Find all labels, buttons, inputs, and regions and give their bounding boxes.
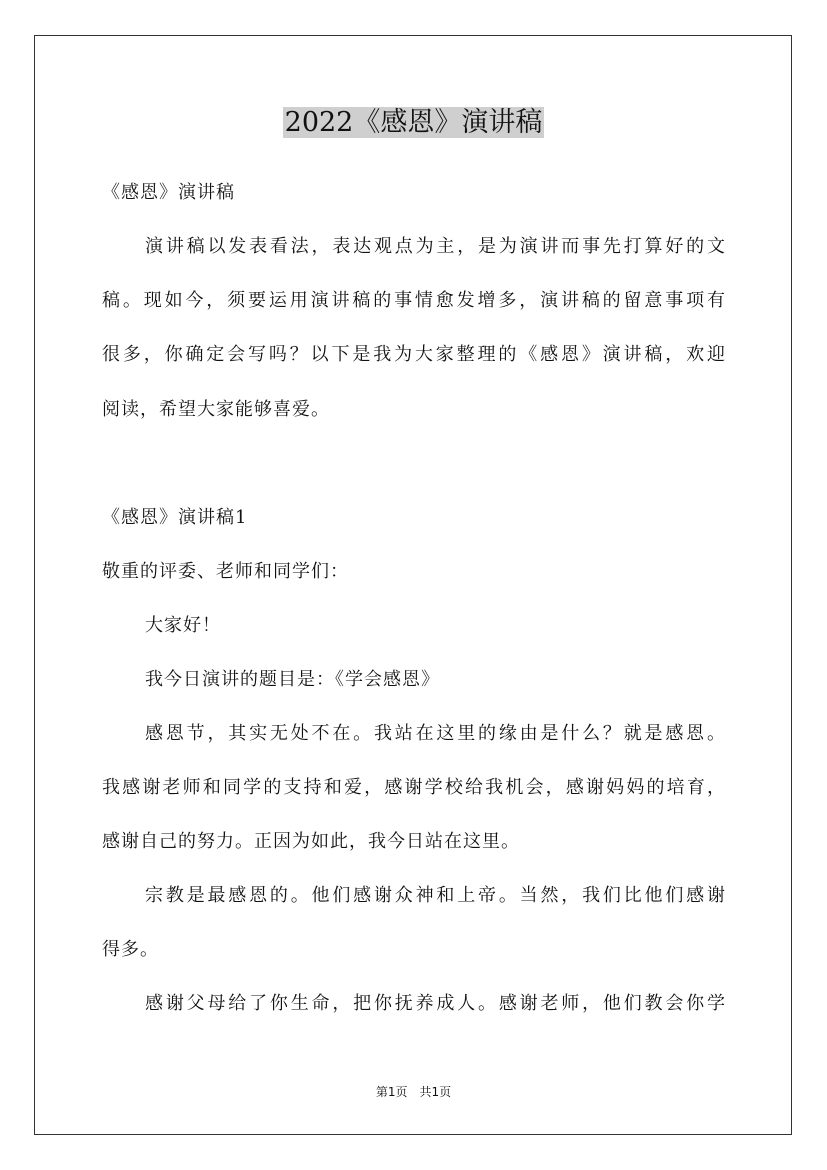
para2-line-2: 得多。 [102,939,159,960]
salutation: 敬重的评委、老师和同学们： [102,561,349,582]
intro-line-4: 阅读，希望大家能够喜爱。 [102,399,330,420]
para1-line-2: 我感谢老师和同学的支持和爱，感谢学校给我机会，感谢妈妈的培育， [102,777,726,798]
greeting: 大家好！ [145,615,221,636]
intro-line-3: 很多，你确定会写吗？以下是我为大家整理的《感恩》演讲稿，欢迎 [102,344,726,365]
para1-line-1: 感恩节，其实无处不在。我站在这里的缘由是什么？就是感恩。 [145,723,726,744]
speech-topic: 我今日演讲的题目是：《学会感恩》 [145,669,440,690]
para2-line-1: 宗教是最感恩的。他们感谢众神和上帝。当然，我们比他们感谢 [145,885,726,906]
para1-line-3: 感谢自己的努力。正因为如此，我今日站在这里。 [102,831,520,852]
intro-line-2: 稿。现如今，须要运用演讲稿的事情愈发增多，演讲稿的留意事项有 [102,290,726,311]
section-heading: 《感恩》演讲稿1 [102,507,248,528]
document-subtitle: 《感恩》演讲稿 [102,182,235,203]
para3-line-1: 感谢父母给了你生命，把你抚养成人。感谢老师，他们教会你学 [145,993,726,1014]
intro-line-1: 演讲稿以发表看法，表达观点为主，是为演讲而事先打算好的文 [145,236,726,257]
document-title [0,104,827,142]
document-title-text: 2022《感恩》演讲稿 [284,107,543,138]
page-number: 第1页 共1页 [375,1085,452,1099]
